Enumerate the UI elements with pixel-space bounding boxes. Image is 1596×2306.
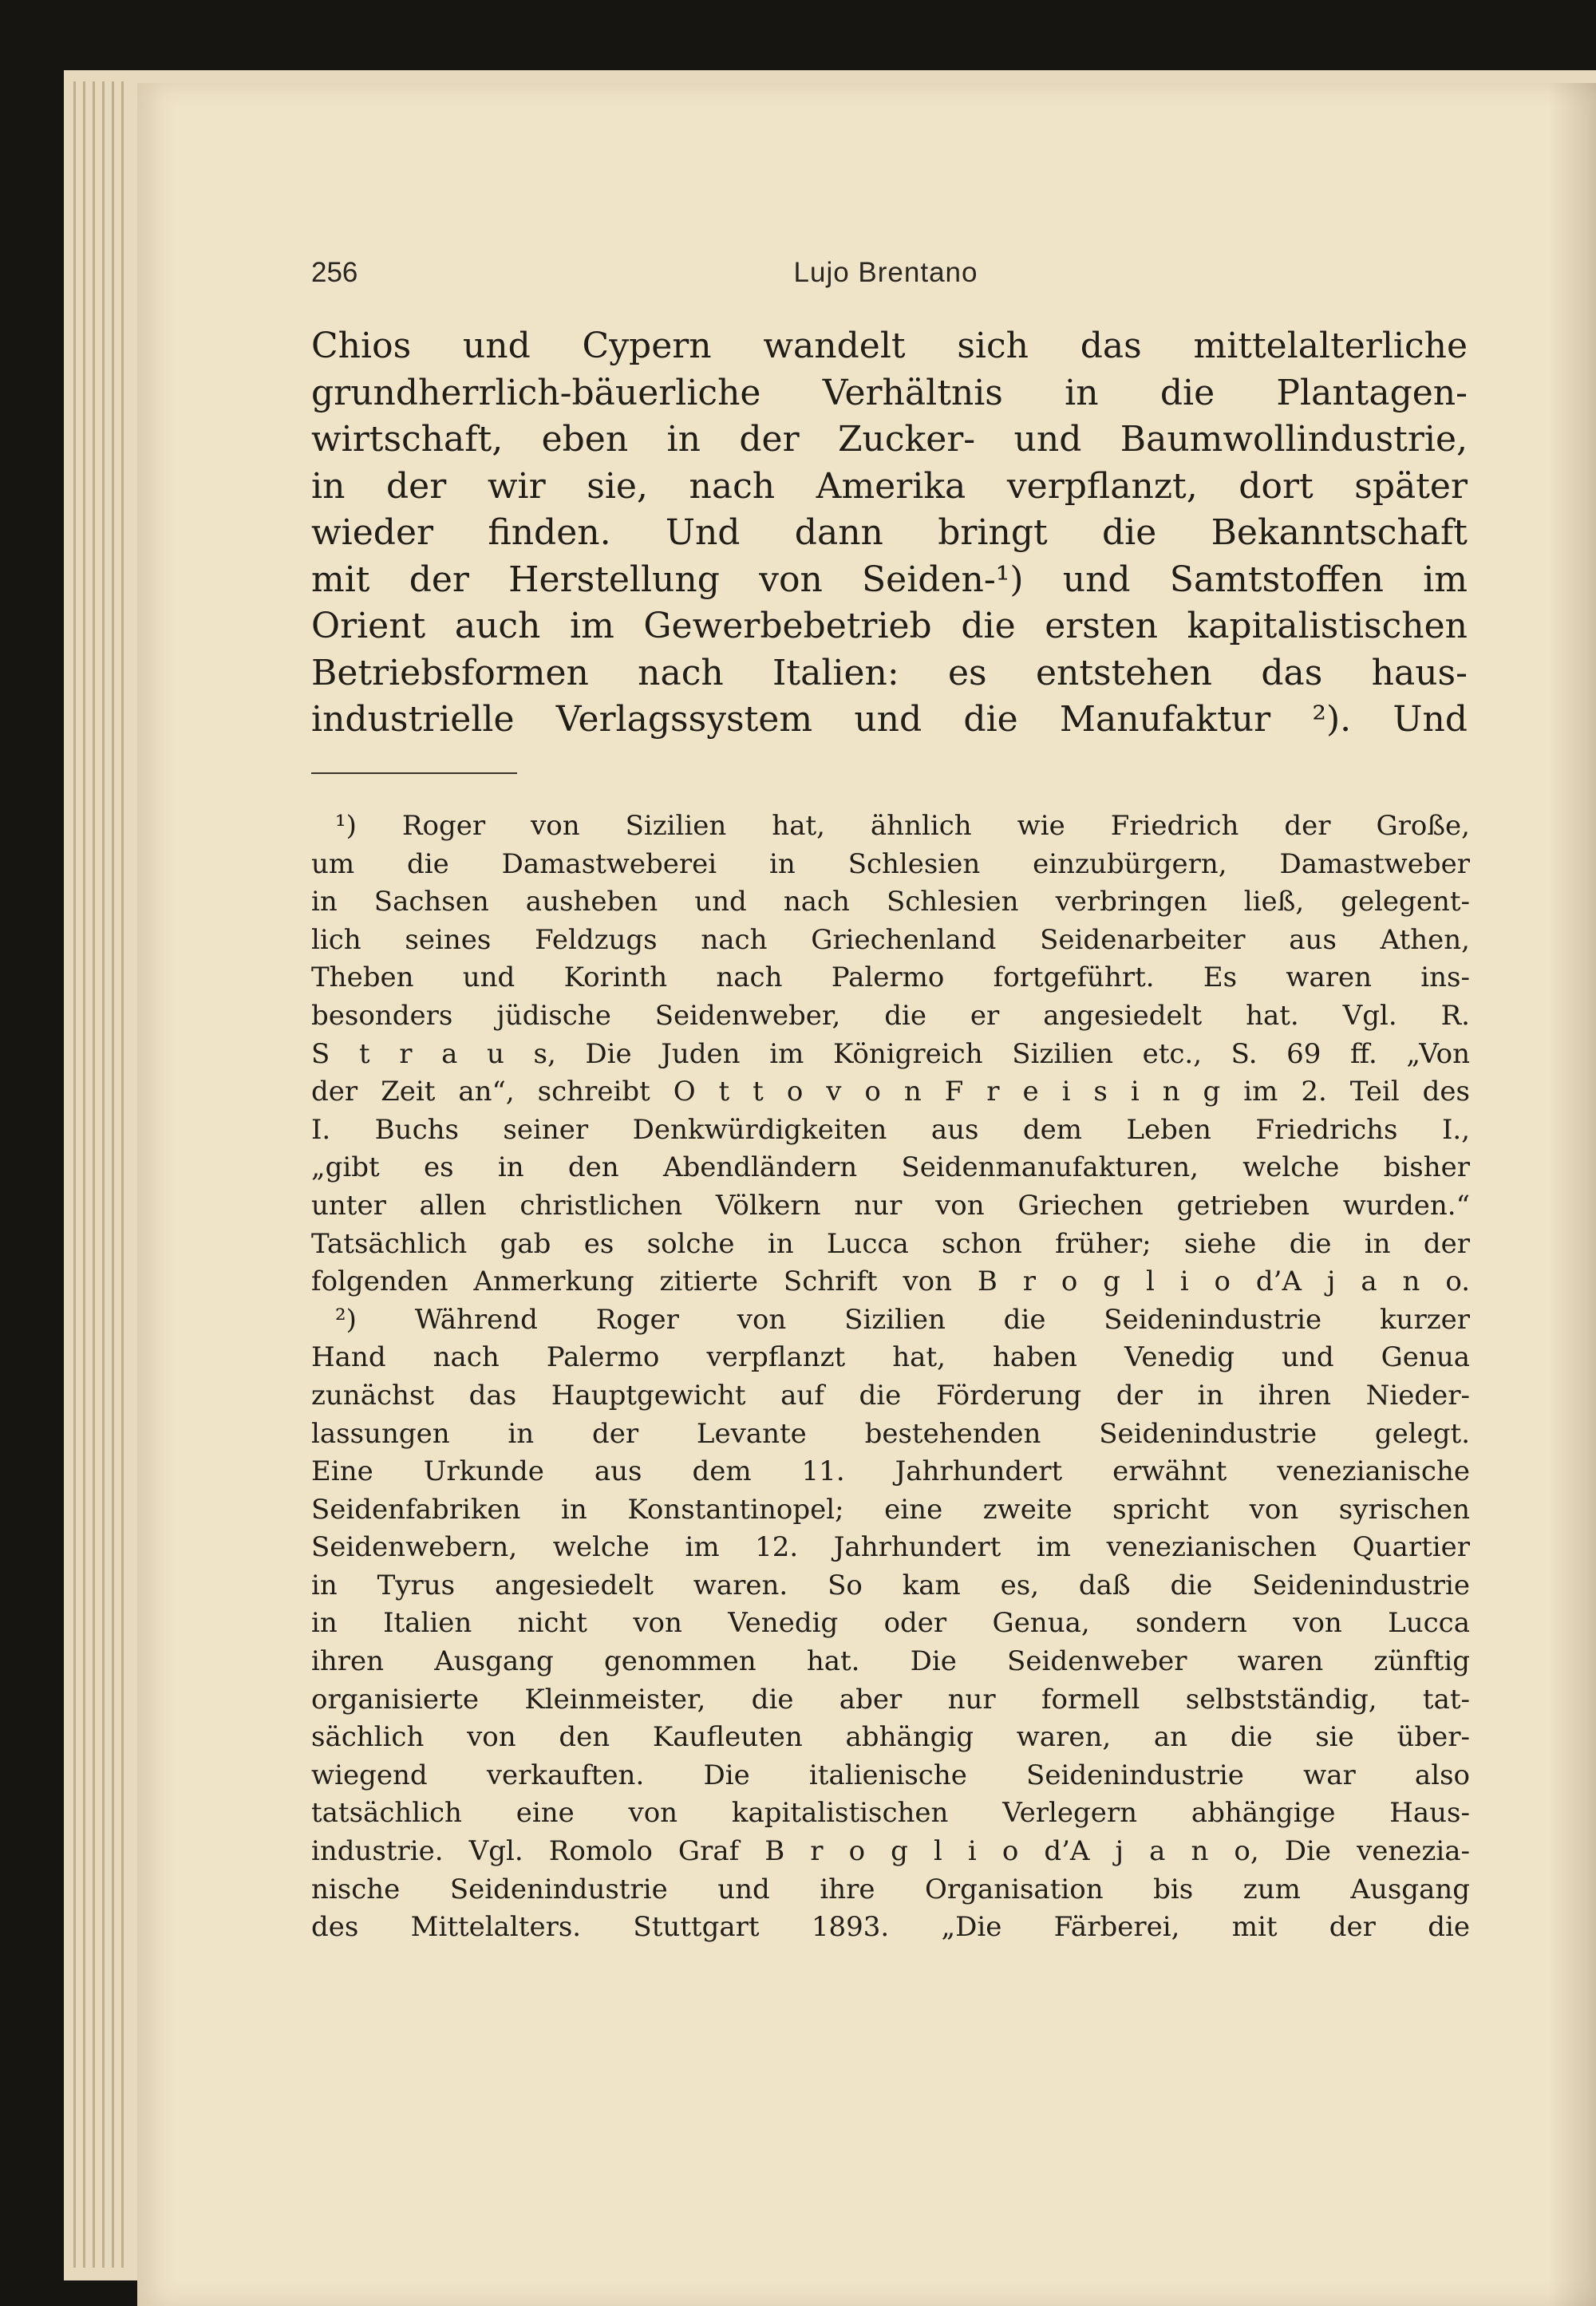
footnote-line: unter allen christlichen Völkern nur von Griechen getrieben wurden.“ xyxy=(311,1189,1470,1222)
footnote-line: der Zeit an“, schreibt O t t o v o n F r e i s i n g im 2. Teil des xyxy=(311,1076,1470,1108)
footnote-line: wiegend verkauften. Die italienische Seidenindustrie war also xyxy=(311,1759,1470,1791)
footnote-line: folgenden Anmerkung zitierte Schrift von B r o g l i o d’A j a n o. xyxy=(311,1266,1470,1298)
main-text-line: Chios und Cypern wandelt sich das mittelalterliche xyxy=(311,326,1468,366)
footnote-line: Seidenfabriken in Konstantinopel; eine zweite spricht von syrischen xyxy=(311,1493,1470,1526)
footnote-line: industrie. Vgl. Romolo Graf B r o g l i o d’A j a n o, Die venezia- xyxy=(311,1835,1470,1868)
footnote-line: Seidenwebern, welche im 12. Jahrhundert im venezianischen Quartier xyxy=(311,1531,1470,1564)
main-text-line: grundherrlich-bäuerliche Verhältnis in die Plantagen- xyxy=(311,372,1468,413)
footnote-line: organisierte Kleinmeister, die aber nur formell selbstständig, tat- xyxy=(311,1683,1470,1716)
main-text-line: mit der Herstellung von Seiden-¹) und Samtstoffen im xyxy=(311,559,1468,600)
footnote-line: um die Damastweberei in Schlesien einzubürgern, Damastweber xyxy=(311,847,1470,880)
running-head-author: Lujo Brentano xyxy=(793,257,978,288)
footnote-line: nische Seidenindustrie und ihre Organisation bis zum Ausgang xyxy=(311,1873,1470,1905)
page-edge xyxy=(93,81,95,2268)
footnote-line: tatsächlich eine von kapitalistischen Verlegern abhängige Haus- xyxy=(311,1797,1470,1830)
page-edge xyxy=(112,81,114,2268)
footnote-line: sächlich von den Kaufleuten abhängig waren, an die sie über- xyxy=(311,1721,1470,1754)
running-head xyxy=(311,257,1468,297)
footnote-line: zunächst das Hauptgewicht auf die Förderung der in ihren Nieder- xyxy=(311,1379,1470,1412)
page-edge xyxy=(83,81,85,2268)
footnote-line: in Sachsen ausheben und nach Schlesien verbringen ließ, gelegent- xyxy=(311,886,1470,918)
footnote-line: ihren Ausgang genommen hat. Die Seidenweber waren zünftig xyxy=(311,1645,1470,1678)
page-number: 256 xyxy=(311,257,358,288)
footnotes-block xyxy=(311,807,1470,1947)
page-edge xyxy=(73,81,76,2268)
page-edge xyxy=(121,81,124,2268)
footnote-line: ¹) Roger von Sizilien hat, ähnlich wie Friedrich der Große, xyxy=(335,810,1470,842)
footnote-line: Tatsächlich gab es solche in Lucca schon früher; siehe die in der xyxy=(311,1227,1470,1260)
footnote-line: Theben und Korinth nach Palermo fortgeführt. Es waren ins- xyxy=(311,961,1470,994)
footnote-line: besonders jüdische Seidenweber, die er angesiedelt hat. Vgl. R. xyxy=(311,999,1470,1032)
main-text-line: wirtschaft, eben in der Zucker- und Baumwollindustrie, xyxy=(311,419,1468,460)
footnote-line: des Mittelalters. Stuttgart 1893. „Die Färberei, mit der die xyxy=(311,1911,1470,1944)
footnote-line: lassungen in der Levante bestehenden Seidenindustrie gelegt. xyxy=(311,1417,1470,1450)
footnote-line: „gibt es in den Abendländern Seidenmanufakturen, welche bisher xyxy=(311,1151,1470,1184)
page-gutter-shadow xyxy=(1548,83,1596,2306)
footnote-line: S t r a u s, Die Juden im Königreich Sizilien etc., S. 69 ff. „Von xyxy=(311,1037,1470,1070)
footnote-separator xyxy=(311,772,517,774)
footnote-line: Eine Urkunde aus dem 11. Jahrhundert erwähnt venezianische xyxy=(311,1455,1470,1488)
main-text-line: Orient auch im Gewerbebetrieb die ersten kapitalistischen xyxy=(311,606,1468,646)
main-text-line: Betriebsformen nach Italien: es entstehen das haus- xyxy=(311,652,1468,693)
footnote-line: ²) Während Roger von Sizilien die Seidenindustrie kurzer xyxy=(335,1303,1470,1336)
footnote-line: in Tyrus angesiedelt waren. So kam es, daß die Seidenindustrie xyxy=(311,1569,1470,1601)
footnote-line: Hand nach Palermo verpflanzt hat, haben Venedig und Genua xyxy=(311,1341,1470,1374)
main-text-block xyxy=(311,323,1468,744)
footnote-line: lich seines Feldzugs nach Griechenland Seidenarbeiter aus Athen, xyxy=(311,923,1470,956)
page-edge xyxy=(102,81,105,2268)
footnote-line: in Italien nicht von Venedig oder Genua, sondern von Lucca xyxy=(311,1607,1470,1640)
main-text-line: industrielle Verlagssystem und die Manufaktur ²). Und xyxy=(311,699,1468,740)
main-text-line: in der wir sie, nach Amerika verpflanzt, dort später xyxy=(311,465,1468,507)
footnote-line: I. Buchs seiner Denkwürdigkeiten aus dem Leben Friedrichs I., xyxy=(311,1113,1470,1146)
main-text-line: wieder finden. Und dann bringt die Bekanntschaft xyxy=(311,512,1468,553)
